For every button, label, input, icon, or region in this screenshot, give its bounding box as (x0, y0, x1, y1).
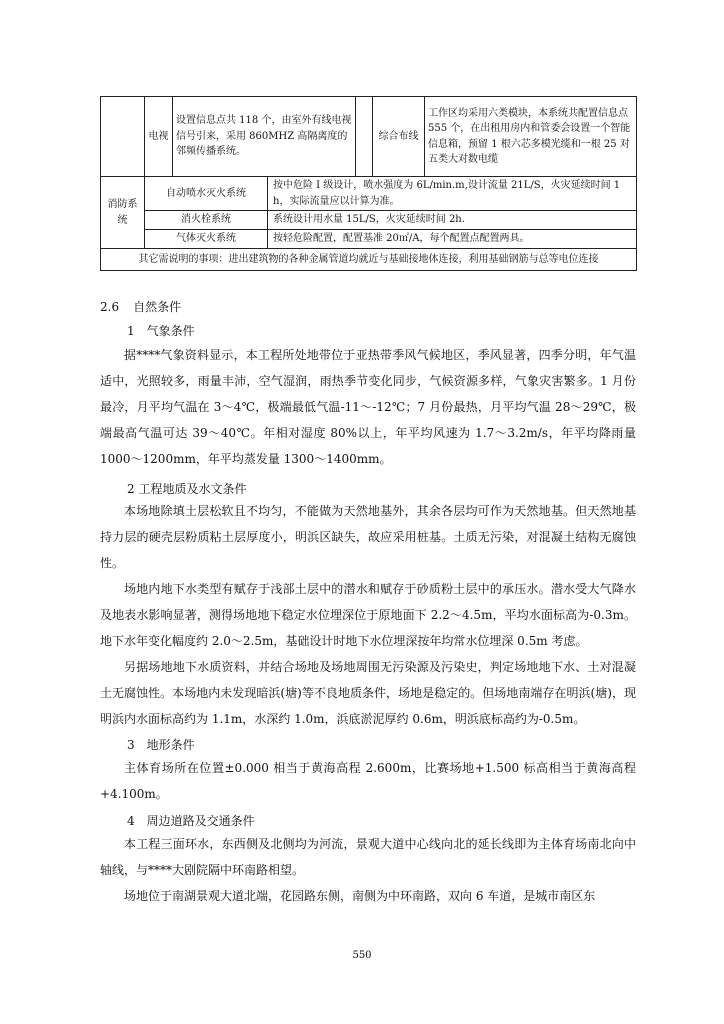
spec-table (100, 96, 637, 271)
fire-system-name: 消火栓系统 (145, 211, 268, 230)
cabling-description: 工作区均采用六类模块，本系统共配置信息点 555 个，在出租用房内和管委会设置一个智能信息箱，预留 1 根六芯多模光缆和一根 25 对五类大对数电缆 (425, 97, 637, 177)
fire-system-description: 按轻危险配置，配置基准 20㎡/A，每个配置点配置两具。 (268, 230, 637, 249)
subheading: 4 周边道路及交通条件 (127, 814, 255, 828)
table-row (101, 249, 637, 271)
subheading: 3 地形条件 (127, 738, 195, 752)
paragraph: 场地位于南湖景观大道北端，花园路东侧，南侧为中环南路，双向 6 车道，是城市南区东 (124, 889, 596, 903)
table-note: 其它需说明的事项：进出建筑物的各种金属管道均就近与基础接地体连接，利用基础钢筋与总等电位连接 (101, 249, 637, 271)
paragraph: 另据场地地下水质资料，并结合场地及场地周围无污染源及污染史，判定场地地下水、土对混凝土无腐蚀性。本场地内未发现暗浜(塘)等不良地质条件，场地是稳定的。但场地南端存在明浜(塘)，现明浜内水面标高约为 1.1m，水深约 1.0m，浜底淤泥厚约 0.6m，明浜底标高约为-0.5m。 (100, 660, 636, 726)
empty-cell (356, 97, 373, 177)
fire-system-description: 系统设计用水量 15L/S，火灾延续时间 2h. (268, 211, 637, 230)
table-row (101, 230, 637, 249)
fire-system-description: 按中危险 I 级设计，喷水强度为 6L/min.m,设计流量 21L/S，火灾延续时间 1 h，实际流量应以计算为准。 (268, 177, 637, 211)
fire-system-name: 气体灭火系统 (145, 230, 268, 249)
page-number: 550 (352, 950, 372, 961)
paragraph: 据****气象资料显示，本工程所处地带位于亚热带季风气候地区，季风显著，四季分明，年气温适中，光照较多，雨量丰沛，空气湿润，雨热季节变化同步，气候资源多样，气象灾害繁多。1 月份最冷，月平均气温在 3～4℃，极端最低气温-11～-12℃；7 月份最热，月平均气温 28～29℃，极端最高气温可达 39～40℃。年相对湿度 80%以上，年平均风速为 1.7～3.2m/s，年平均降雨量 1000～1200mm，年平均蒸发量 1300～1400mm。 (100, 348, 636, 466)
cabling-label: 综合布线 (373, 97, 425, 177)
table-row (101, 97, 637, 177)
fire-system-label: 消防系统 (101, 177, 145, 249)
fire-system-name: 自动喷水灭火系统 (145, 177, 268, 211)
subheading: 2 工程地质及水文条件 (127, 482, 247, 496)
subheading: 1 气象条件 (127, 324, 195, 338)
paragraph: 场地内地下水类型有赋存于浅部土层中的潜水和赋存于砂质粉土层中的承压水。潜水受大气降水及地表水影响显著，测得场地地下稳定水位埋深位于原地面下 2.2～4.5m，平均水面标高为-0.3m。地下水年变化幅度约 2.0～2.5m，基础设计时地下水位埋深按年均常水位埋深 0.5m 考虑。 (100, 582, 636, 648)
paragraph: 本工程三面环水，东西侧及北侧均为河流，景观大道中心线向北的延长线即为主体育场南北向中轴线，与****大剧院隔中环南路相望。 (100, 837, 636, 877)
table-row (101, 177, 637, 211)
paragraph: 本场地除填土层松软且不均匀，不能做为天然地基外，其余各层均可作为天然地基。但天然地基持力层的硬壳层粉质粘土层厚度小，明浜区缺失，故应采用桩基。土质无污染，对混凝土结构无腐蚀性。 (100, 504, 636, 570)
tv-description: 设置信息点共 118 个，由室外有线电视信号引来，采用 860MHZ 高隔离度的邻频传播系统。 (173, 97, 356, 177)
section-heading (100, 298, 181, 315)
empty-cell (101, 97, 145, 177)
tv-label: 电视 (145, 97, 173, 177)
section-title: 自然条件 (133, 300, 182, 314)
section-number: 2.6 (100, 300, 120, 314)
paragraph: 主体育场所在位置±0.000 相当于黄海高程 2.600m，比赛场地+1.500 标高相当于黄海高程+4.100m。 (100, 761, 636, 801)
table-row (101, 211, 637, 230)
